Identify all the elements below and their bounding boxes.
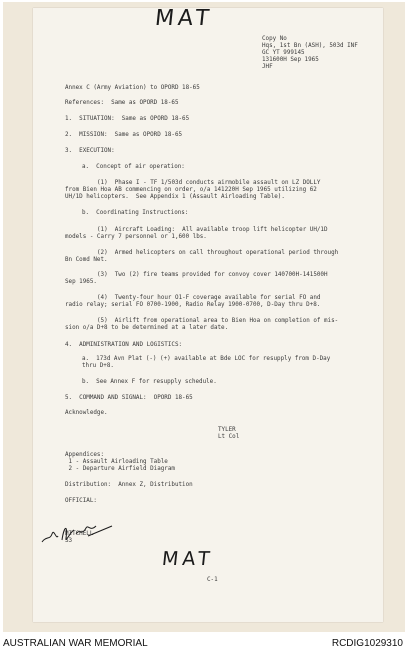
mission: 2. MISSION: Same as OPORD 18-65 xyxy=(65,132,183,138)
coord-1-line: (1) Aircraft Loading: All available troop lift helicopter UH/1D xyxy=(97,227,328,233)
acknowledge: Acknowledge. xyxy=(65,410,108,416)
phase-line: from Bien Hoa AB commencing on order, o/a 141220H Sep 1965 utilizing 62 xyxy=(65,187,317,193)
official: OFFICIAL: xyxy=(65,498,97,504)
coord-5-line: (5) Airlift from operational area to Bien Hoa on completion of mis- xyxy=(97,318,339,324)
coord-3-line: (3) Two (2) fire teams provided for convoy cover 140700H-141500H xyxy=(97,272,328,278)
handwritten-stamp-bottom: MAT xyxy=(160,548,215,570)
header-line: 131600H Sep 1965 xyxy=(262,57,319,63)
archive-footer xyxy=(0,633,407,653)
archive-name: AUSTRALIAN WAR MEMORIAL xyxy=(3,638,148,649)
coord-1-line: models - Carry 7 personnel or 1,600 lbs. xyxy=(65,234,207,240)
official-signer-role: S3 xyxy=(65,538,73,544)
distribution: Distribution: Annex Z, Distribution xyxy=(65,482,193,488)
admin-a-line: a. 173d Avn Plat (-) (+) available at Bde LOC for resupply from D-Day xyxy=(82,356,331,362)
header-line: Hqs, 1st Bn (ASH), 503d INF xyxy=(262,43,358,49)
official-signer-name: MITCHELL xyxy=(65,531,94,537)
header-line: Copy No xyxy=(262,36,287,42)
coord-heading: b. Coordinating Instructions: xyxy=(82,210,189,216)
signer-name: TYLER xyxy=(218,427,236,433)
admin-a-line: thru D+8. xyxy=(82,363,114,369)
coord-4-line: radio relay; serial FO 0700-1900, Radio Relay 1900-0700, D-Day thru D+8. xyxy=(65,302,321,308)
appendices-line: Appendices: xyxy=(65,452,105,458)
coord-2-line: (2) Armed helicopters on call throughout operational period through xyxy=(97,250,339,256)
situation: 1. SITUATION: Same as OPORD 18-65 xyxy=(65,116,190,122)
execution: 3. EXECUTION: xyxy=(65,148,115,154)
coord-2-line: Bn Comd Net. xyxy=(65,257,108,263)
command-signal: 5. COMMAND AND SIGNAL: OPORD 18-65 xyxy=(65,395,193,401)
handwritten-stamp-top: MAT xyxy=(153,6,215,31)
header-line: JHF xyxy=(262,64,273,70)
appendices-line: 2 - Departure Airfield Diagram xyxy=(65,466,175,472)
appendices-line: 1 - Assault Airloading Table xyxy=(65,459,168,465)
page-number: C-1 xyxy=(207,577,218,583)
coord-5-line: sion o/a D+8 to be determined at a later date. xyxy=(65,325,229,331)
coord-4-line: (4) Twenty-four hour O1-F coverage available for serial FO and xyxy=(97,295,321,301)
references: References: Same as OPORD 18-65 xyxy=(65,100,179,106)
header-line: GC YT 999145 xyxy=(262,50,305,56)
archive-reference: RCDIG1029310 xyxy=(331,638,403,649)
admin-heading: 4. ADMINISTRATION AND LOGISTICS: xyxy=(65,342,183,348)
annex-title: Annex C (Army Aviation) to OPORD 18-65 xyxy=(65,85,200,91)
signer-rank: Lt Col xyxy=(218,434,240,440)
coord-3-line: Sep 1965. xyxy=(65,279,97,285)
phase-line: (1) Phase I - TF 1/503d conducts airmobile assault on LZ DOLLY xyxy=(97,180,321,186)
admin-b: b. See Annex F for resupply schedule. xyxy=(82,379,217,385)
concept-heading: a. Concept of air operation: xyxy=(82,164,185,170)
phase-line: UH/1D helicopters. See Appendix 1 (Assault Airloading Table). xyxy=(65,194,285,200)
